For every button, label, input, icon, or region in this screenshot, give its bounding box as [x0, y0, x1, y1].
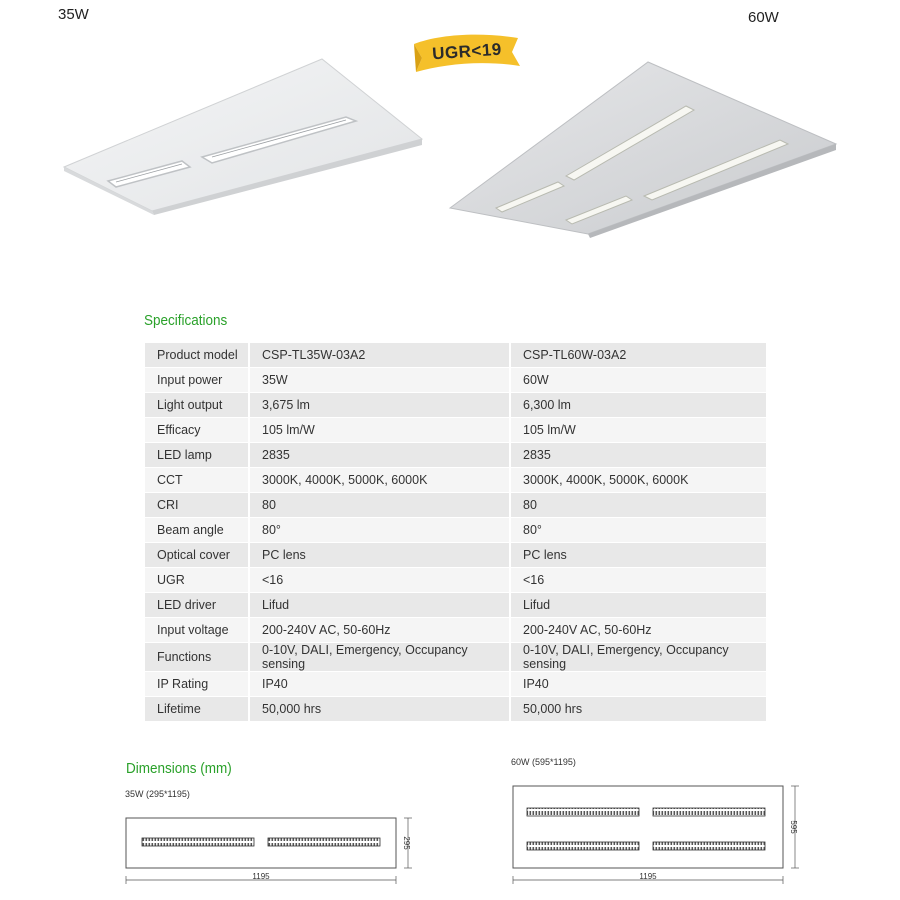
led-strip — [653, 842, 765, 850]
spec-label: Beam angle — [145, 518, 248, 542]
spec-label: Optical cover — [145, 543, 248, 567]
spec-value-35w: 50,000 hrs — [248, 697, 509, 721]
spec-label: Input power — [145, 368, 248, 392]
spec-label: LED lamp — [145, 443, 248, 467]
dimension-drawing-60w — [505, 780, 805, 892]
spec-value-35w: 105 lm/W — [248, 418, 509, 442]
spec-value-60w: CSP-TL60W-03A2 — [509, 343, 766, 367]
spec-value-35w: 80° — [248, 518, 509, 542]
spec-value-35w: 200-240V AC, 50-60Hz — [248, 618, 509, 642]
spec-label: Efficacy — [145, 418, 248, 442]
spec-label: LED driver — [145, 593, 248, 617]
spec-value-60w: 50,000 hrs — [509, 697, 766, 721]
width-dimension-label: 1195 — [639, 872, 657, 881]
dimension-caption-35w: 35W (295*1195) — [125, 789, 190, 799]
spec-label: Product model — [145, 343, 248, 367]
table-row — [145, 368, 766, 392]
dimension-caption-60w: 60W (595*1195) — [511, 757, 576, 767]
panel-35w-image — [60, 55, 430, 215]
table-row — [145, 443, 766, 467]
width-dimension-label: 1195 — [252, 872, 270, 881]
spec-value-35w: <16 — [248, 568, 509, 592]
led-strip — [653, 808, 765, 816]
table-row — [145, 343, 766, 367]
dimensions-title: Dimensions (mm) — [126, 760, 232, 777]
ugr-badge-text: UGR<19 — [431, 39, 503, 64]
spec-value-35w: 0-10V, DALI, Emergency, Occupancy sensing — [248, 643, 509, 671]
spec-value-60w: 80° — [509, 518, 766, 542]
led-strip — [527, 808, 639, 816]
table-row — [145, 418, 766, 442]
table-row — [145, 618, 766, 642]
table-row — [145, 697, 766, 721]
spec-value-60w: Lifud — [509, 593, 766, 617]
label-60w: 60W — [748, 9, 779, 26]
led-strip — [527, 842, 639, 850]
dimension-drawing-35w — [118, 812, 418, 892]
spec-value-60w: 2835 — [509, 443, 766, 467]
spec-value-35w: 3,675 lm — [248, 393, 509, 417]
spec-value-60w: <16 — [509, 568, 766, 592]
spec-label: Light output — [145, 393, 248, 417]
spec-label: IP Rating — [145, 672, 248, 696]
table-row — [145, 468, 766, 492]
height-dimension-label: 595 — [789, 820, 798, 834]
spec-value-35w: 35W — [248, 368, 509, 392]
table-row — [145, 643, 766, 671]
spec-value-60w: IP40 — [509, 672, 766, 696]
table-row — [145, 543, 766, 567]
spec-value-35w: CSP-TL35W-03A2 — [248, 343, 509, 367]
spec-value-35w: PC lens — [248, 543, 509, 567]
led-strip — [268, 838, 380, 846]
spec-value-60w: 3000K, 4000K, 5000K, 6000K — [509, 468, 766, 492]
spec-value-60w: 60W — [509, 368, 766, 392]
spec-label: Input voltage — [145, 618, 248, 642]
table-row — [145, 568, 766, 592]
spec-value-60w: 80 — [509, 493, 766, 517]
spec-value-60w: 105 lm/W — [509, 418, 766, 442]
table-row — [145, 593, 766, 617]
table-row — [145, 518, 766, 542]
table-row — [145, 493, 766, 517]
spec-value-60w: 200-240V AC, 50-60Hz — [509, 618, 766, 642]
spec-value-60w: 6,300 lm — [509, 393, 766, 417]
led-strip — [142, 838, 254, 846]
specifications-table — [145, 342, 766, 722]
spec-value-60w: 0-10V, DALI, Emergency, Occupancy sensing — [509, 643, 766, 671]
label-35w: 35W — [58, 6, 89, 23]
panel-60w-image — [448, 58, 843, 238]
spec-value-35w: 2835 — [248, 443, 509, 467]
panel-outline — [513, 786, 783, 868]
spec-label: Functions — [145, 643, 248, 671]
spec-value-35w: 3000K, 4000K, 5000K, 6000K — [248, 468, 509, 492]
spec-label: CRI — [145, 493, 248, 517]
spec-label: UGR — [145, 568, 248, 592]
table-row — [145, 672, 766, 696]
spec-value-35w: Lifud — [248, 593, 509, 617]
spec-value-35w: 80 — [248, 493, 509, 517]
spec-label: Lifetime — [145, 697, 248, 721]
table-row — [145, 393, 766, 417]
specifications-title: Specifications — [144, 312, 228, 329]
spec-value-35w: IP40 — [248, 672, 509, 696]
height-dimension-label: 295 — [402, 836, 411, 850]
spec-label: CCT — [145, 468, 248, 492]
spec-value-60w: PC lens — [509, 543, 766, 567]
